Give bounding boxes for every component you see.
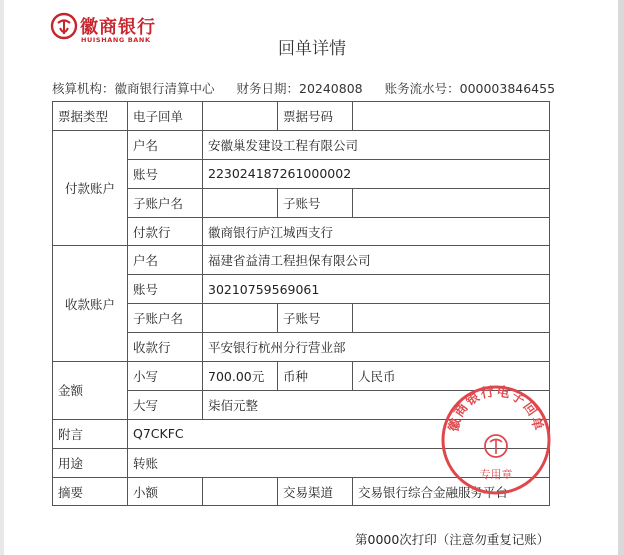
seal-bottom-text: 专用章 <box>479 468 513 481</box>
amount-big-value: 柒佰元整 <box>203 390 550 419</box>
table-row <box>53 304 550 333</box>
payer-sub-acct-label: 子账号 <box>278 188 353 217</box>
remark-value: Q7CKFC <box>128 419 550 448</box>
ticket-type-value: 电子回单 <box>128 102 203 131</box>
amount-small-label: 小写 <box>128 362 203 391</box>
table-row <box>53 159 550 188</box>
ticket-no-spacer <box>203 102 278 131</box>
channel-label: 交易渠道 <box>278 477 353 506</box>
payee-bank-value: 平安银行杭州分行营业部 <box>203 333 550 362</box>
payee-name-label: 户名 <box>128 246 203 275</box>
meta-org: 核算机构：徽商银行清算中心 <box>52 81 215 96</box>
summary-value: 小额 <box>128 477 203 506</box>
page-left-edge <box>0 0 4 555</box>
print-count-note: 第0000次打印（注意勿重复记账） <box>355 532 550 547</box>
payee-section-label: 收款账户 <box>53 246 128 362</box>
payee-sub-name-value <box>203 304 278 333</box>
payee-sub-acct-value <box>353 304 550 333</box>
purpose-value: 转账 <box>128 448 550 477</box>
svg-text:徽商银行电子回单 <box>446 384 547 433</box>
payee-name-value: 福建省益清工程担保有限公司 <box>203 246 550 275</box>
payer-bank-label: 付款行 <box>128 217 203 246</box>
table-row <box>53 333 550 362</box>
table-row <box>53 275 550 304</box>
seal-text: 徽商银行电子回单 <box>446 384 546 434</box>
channel-spacer <box>203 477 278 506</box>
summary-label: 摘要 <box>53 477 128 506</box>
table-row <box>53 102 550 131</box>
currency-value: 人民币 <box>353 362 550 391</box>
official-seal <box>440 384 552 496</box>
receipt-meta <box>52 79 573 97</box>
payer-bank-value: 徽商银行庐江城西支行 <box>203 217 550 246</box>
scrollbar[interactable] <box>618 0 624 555</box>
payer-name-value: 安徽巢发建设工程有限公司 <box>203 130 550 159</box>
channel-value: 交易银行综合金融服务平台 <box>353 477 550 506</box>
currency-label: 币种 <box>278 362 353 391</box>
table-row <box>53 130 550 159</box>
payee-sub-acct-label: 子账号 <box>278 304 353 333</box>
bank-name: 徽商银行 <box>80 17 156 38</box>
table-row <box>53 217 550 246</box>
payee-acct-label: 账号 <box>128 275 203 304</box>
table-row <box>53 188 550 217</box>
payer-section-label: 付款账户 <box>53 130 128 246</box>
payer-acct-label: 账号 <box>128 159 203 188</box>
table-row <box>53 246 550 275</box>
payer-sub-name-value <box>203 188 278 217</box>
remark-label: 附言 <box>53 419 128 448</box>
amount-label: 金额 <box>53 362 128 420</box>
meta-serial: 账务流水号：000003846455 <box>384 81 556 96</box>
payer-sub-name-label: 子账户名 <box>128 188 203 217</box>
ticket-no-label: 票据号码 <box>278 102 353 131</box>
payee-sub-name-label: 子账户名 <box>128 304 203 333</box>
amount-big-label: 大写 <box>128 390 203 419</box>
bank-name-en: HUISHANG BANK <box>81 36 151 44</box>
page-title: 回单详情 <box>278 39 346 59</box>
payer-name-label: 户名 <box>128 130 203 159</box>
amount-small-value: 700.00元 <box>203 362 278 391</box>
purpose-label: 用途 <box>53 448 128 477</box>
payer-sub-acct-value <box>353 188 550 217</box>
ticket-type-label: 票据类型 <box>53 102 128 131</box>
ticket-no-value <box>353 102 550 131</box>
payee-bank-label: 收款行 <box>128 333 203 362</box>
payer-acct-value: 223024187261000002 <box>203 159 550 188</box>
meta-date: 财务日期：20240808 <box>236 81 363 96</box>
payee-acct-value: 30210759569061 <box>203 275 550 304</box>
